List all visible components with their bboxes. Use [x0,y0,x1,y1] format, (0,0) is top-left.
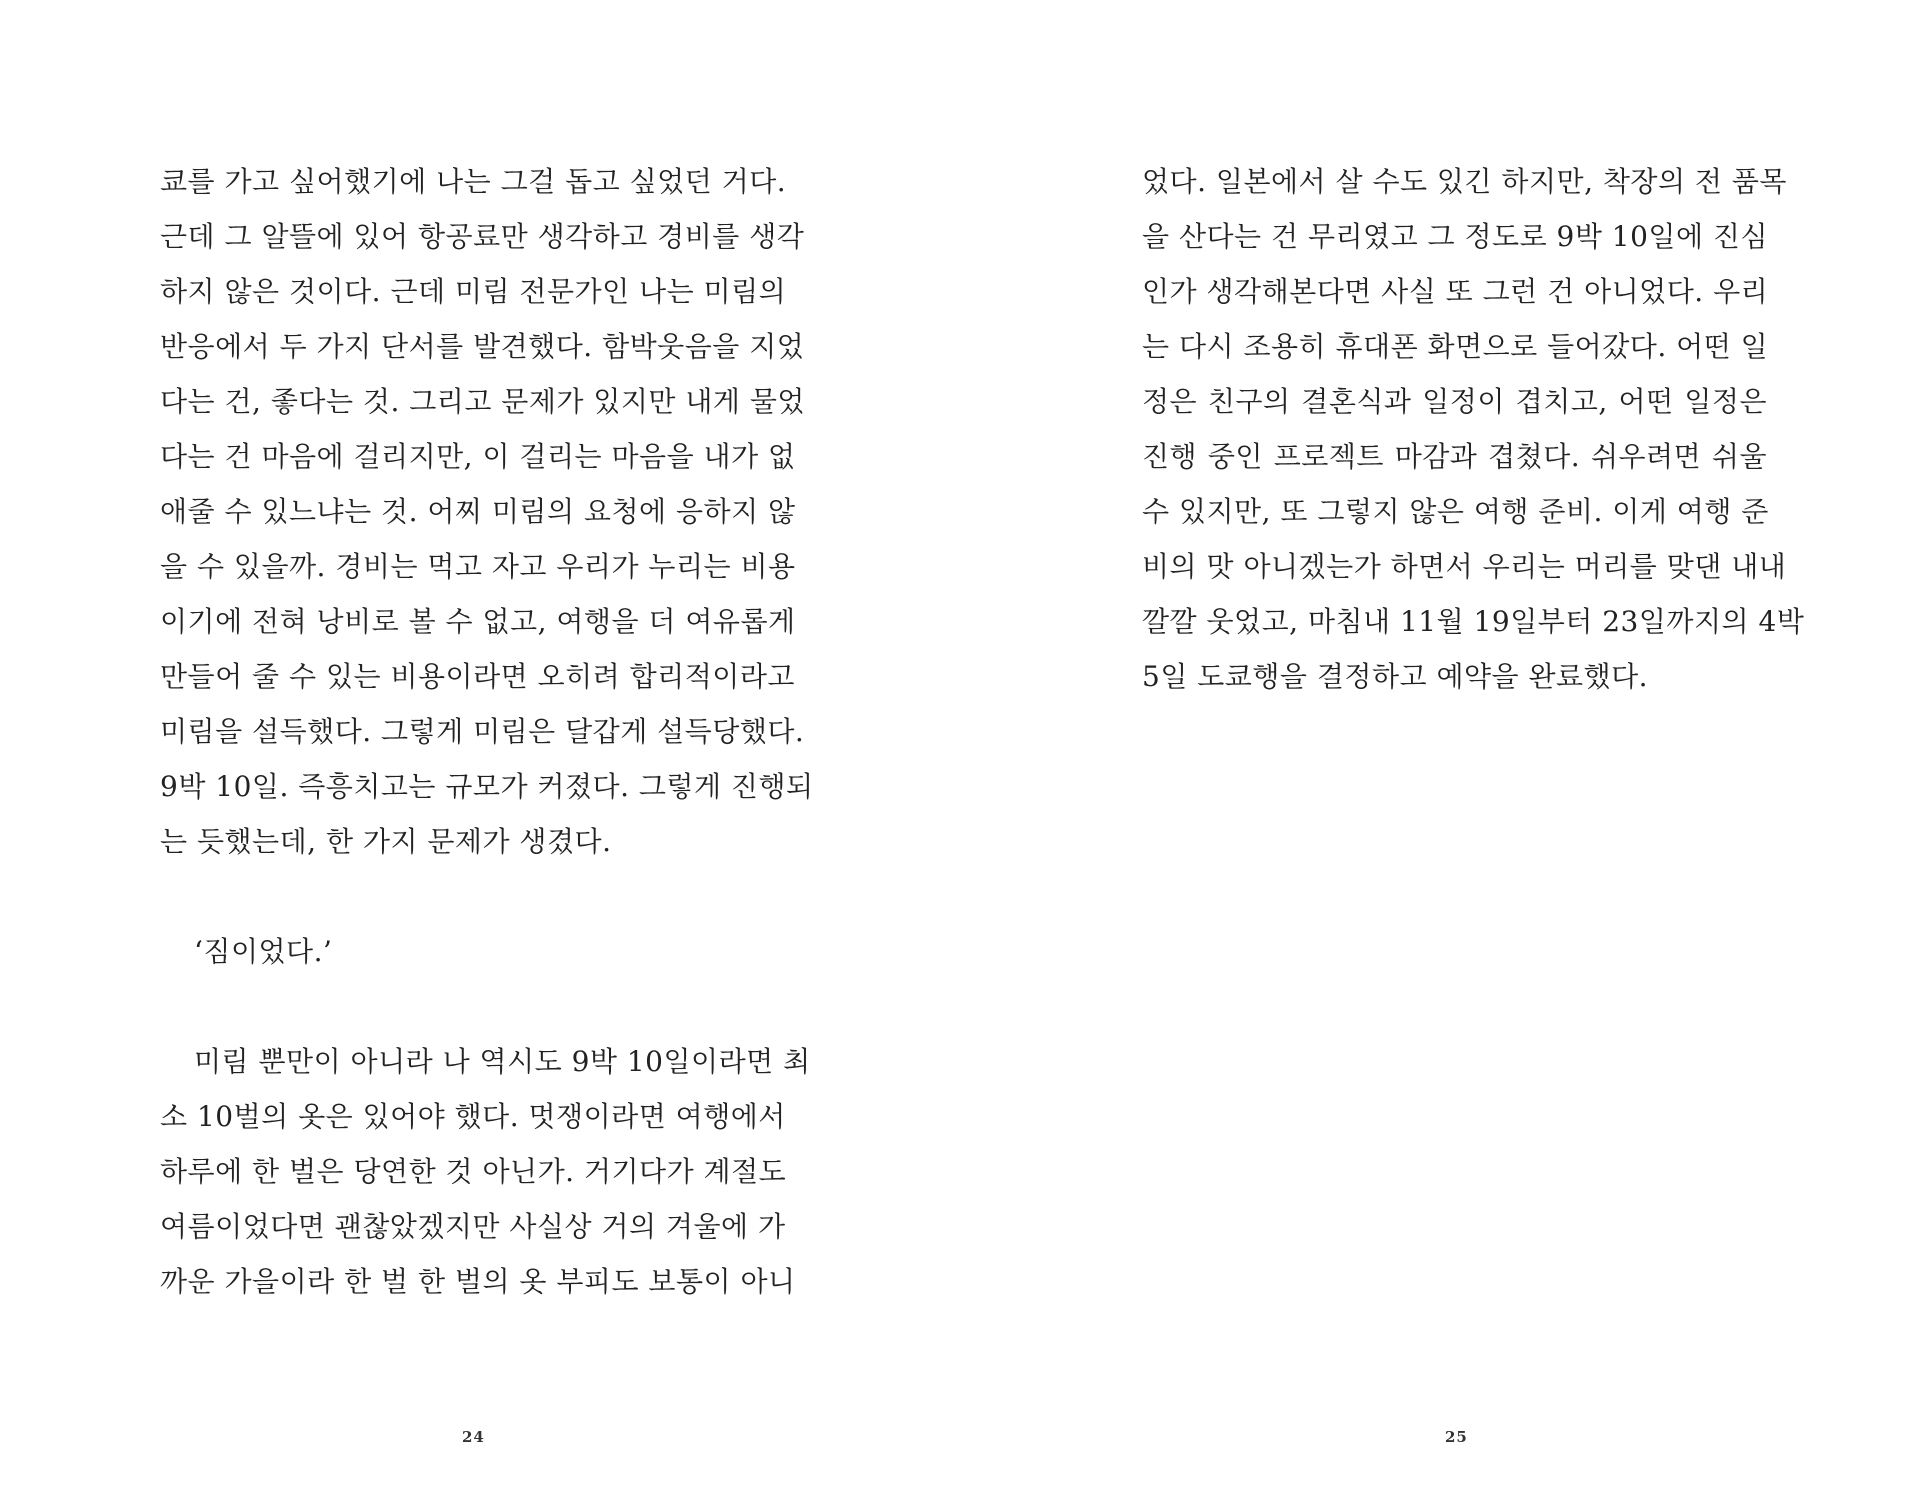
text-line: 여름이었다면 괜찮았겠지만 사실상 거의 겨울에 가 [160,1210,786,1243]
right-page-body [1142,154,1805,704]
right-page [960,0,1919,1502]
text-line: 수 있지만, 또 그렇지 않은 여행 준비. 이게 여행 준 [1142,495,1769,528]
text-line: 이기에 전혀 낭비로 볼 수 없고, 여행을 더 여유롭게 [160,605,796,638]
text-line: 하지 않은 것이다. 근데 미림 전문가인 나는 미림의 [160,275,787,308]
text-line: 애줄 수 있느냐는 것. 어찌 미림의 요청에 응하지 않 [160,495,796,528]
text-line: 깔깔 웃었고, 마침내 11월 19일부터 23일까지의 4박 [1142,605,1805,638]
text-line: 근데 그 알뜰에 있어 항공료만 생각하고 경비를 생각 [160,220,805,253]
text-line: 다는 건, 좋다는 것. 그리고 문제가 있지만 내게 물었 [160,385,805,418]
text-line: 진행 중인 프로젝트 마감과 겹쳤다. 쉬우려면 쉬울 [1142,440,1767,473]
text-line: 만들어 줄 수 있는 비용이라면 오히려 합리적이라고 [160,660,795,693]
text-line: 하루에 한 벌은 당연한 것 아닌가. 거기다가 계절도 [160,1155,787,1188]
text-line: 었다. 일본에서 살 수도 있긴 하지만, 착장의 전 품목 [1142,165,1787,198]
text-line: 정은 친구의 결혼식과 일정이 겹치고, 어떤 일정은 [1142,385,1767,418]
text-line: 다는 건 마음에 걸리지만, 이 걸리는 마음을 내가 없 [160,440,796,473]
page-number: 25 [1445,1428,1468,1446]
text-line: 는 듯했는데, 한 가지 문제가 생겼다. [160,825,612,858]
text-line: 을 수 있을까. 경비는 먹고 자고 우리가 누리는 비용 [160,550,796,583]
left-page-body [160,154,814,1309]
text-line: 5일 도쿄행을 결정하고 예약을 완료했다. [1142,660,1649,693]
text-line: 까운 가을이라 한 벌 한 벌의 옷 부피도 보통이 아니 [160,1265,796,1298]
text-line: 을 산다는 건 무리였고 그 정도로 9박 10일에 진심 [1142,220,1769,253]
text-line: 는 다시 조용히 휴대폰 화면으로 들어갔다. 어떤 일 [1142,330,1769,363]
text-line: 소 10벌의 옷은 있어야 했다. 멋쟁이라면 여행에서 [160,1100,786,1133]
text-line: 미림을 설득했다. 그렇게 미림은 달갑게 설득당했다. [160,715,805,748]
text-line: 미림 뿐만이 아니라 나 역시도 9박 10일이라면 최 [194,1045,811,1078]
page-number: 24 [462,1428,485,1446]
text-line: 쿄를 가고 싶어했기에 나는 그걸 돕고 싶었던 거다. [160,165,787,198]
paragraph-gap [160,869,785,924]
text-line: 비의 맛 아니겠는가 하면서 우리는 머리를 맞댄 내내 [1142,550,1787,583]
text-line: 9박 10일. 즉흥치고는 규모가 커졌다. 그렇게 진행되 [160,770,814,803]
text-line: 반응에서 두 가지 단서를 발견했다. 함박웃음을 지었 [160,330,805,363]
quoted-line: ‘짐이었다.’ [194,935,333,968]
text-line: 인가 생각해본다면 사실 또 그런 건 아니었다. 우리 [1142,275,1769,308]
paragraph-gap [160,979,785,1034]
